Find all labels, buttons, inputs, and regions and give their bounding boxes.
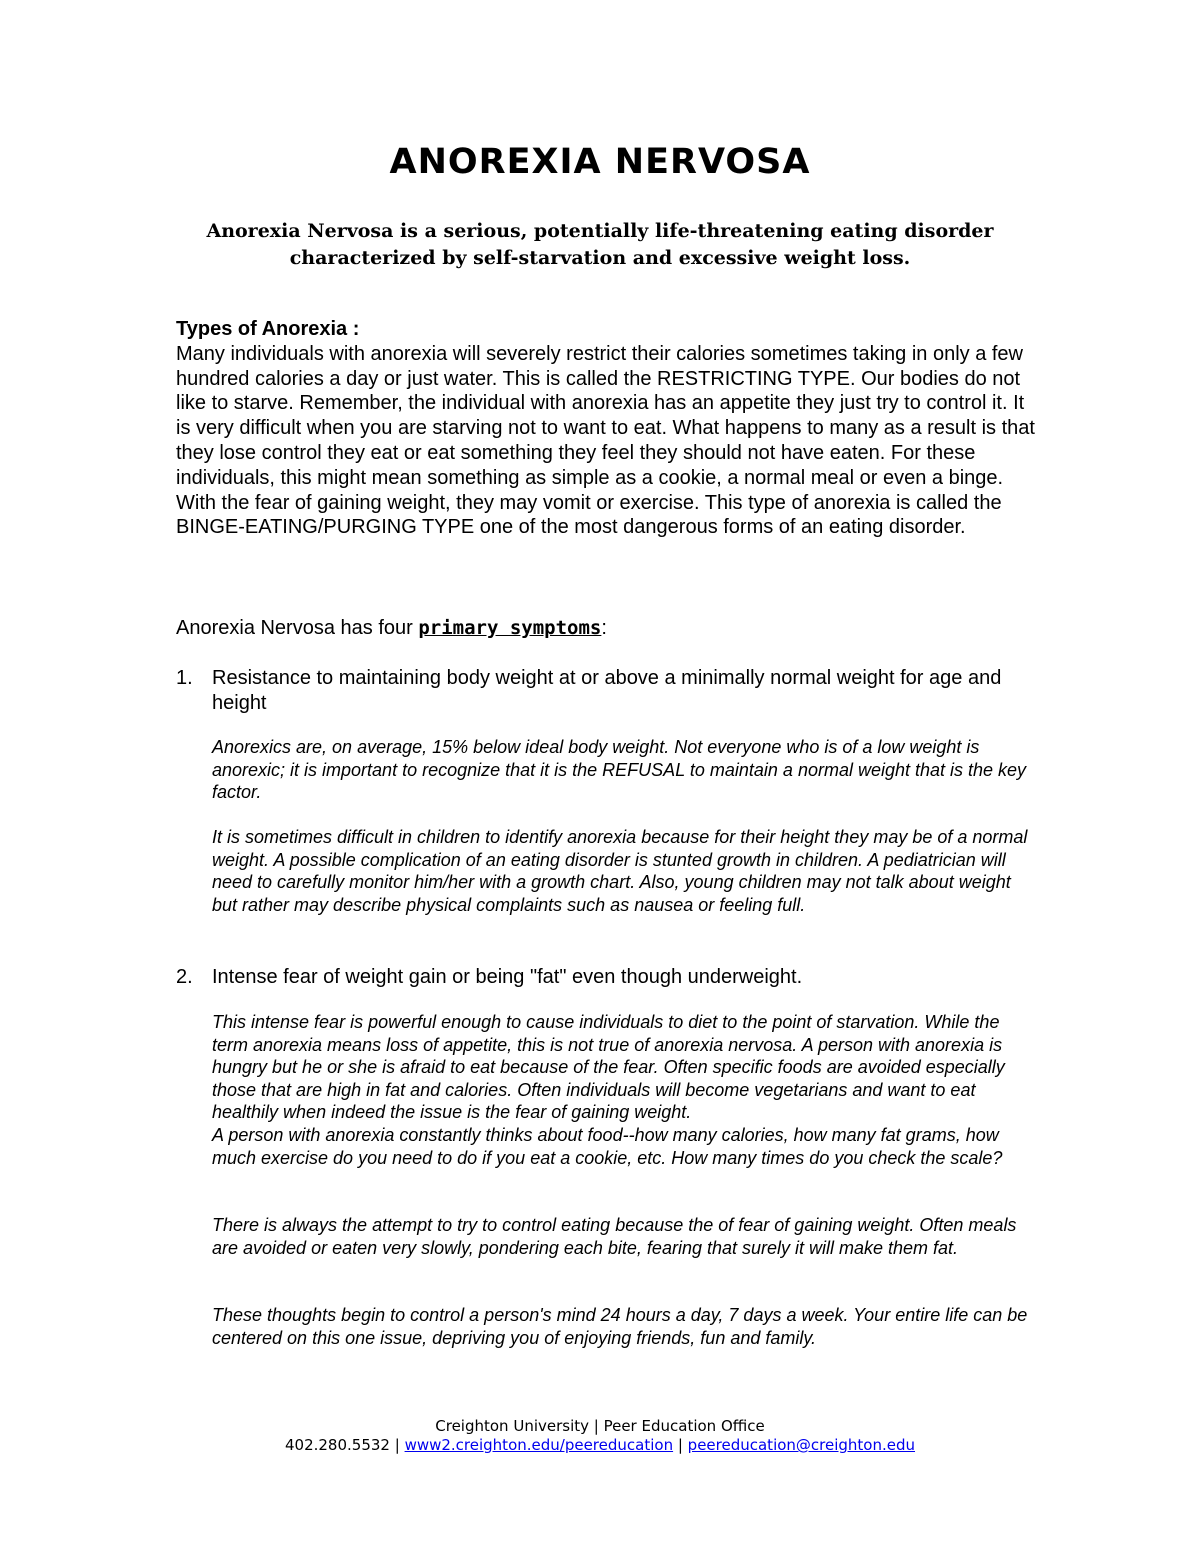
footer-organization: Creighton University | Peer Education Office	[435, 1417, 765, 1435]
footer-website-link[interactable]: www2.creighton.edu/peereducation	[404, 1436, 674, 1454]
symptom-2-note-2: A person with anorexia constantly thinks about food--how many calories, how many fat grams, how much exercise do you need to do if you eat a cookie, etc. How many times do you check the scale?	[212, 1125, 1003, 1168]
symptom-text-1: Resistance to maintaining body weight at or above a minimally normal weight for age and height	[212, 667, 1002, 714]
symptom-number-1: 1.	[176, 667, 193, 689]
page-title: ANOREXIA NERVOSA	[389, 142, 811, 182]
symptoms-intro	[176, 617, 607, 640]
symptoms-intro-prefix: Anorexia Nervosa has four	[176, 617, 419, 639]
intro-statement	[150, 218, 1050, 272]
symptom-number-2: 2.	[176, 966, 193, 988]
symptom-2-note-4: These thoughts begin to control a person's mind 24 hours a day, 7 days a week. Your entire life can be centered on this one issue, depriving you of enjoying friends, fun and family.	[212, 1305, 1028, 1348]
symptom-2-note-1: This intense fear is powerful enough to cause individuals to diet to the point of starvation. While the term anorexia means loss of appetite, this is not true of anorexia nervosa. A person with anorexia is hungry but he or she is afraid to eat because of the fear. Often specific foods are avoided especially those that are high in fat and calories. Often individuals will become vegetarians and want to eat healthily when indeed the issue is the fear of gaining weight.	[212, 1012, 1005, 1122]
types-paragraph: Many individuals with anorexia will severely restrict their calories sometimes taking in only a few hundred calories a day or just water. This is called the RESTRICTING TYPE. Our bodies do not like to starve. Remember, the individual with anorexia has an appetite they just try to control it. It is very difficult when you are starving not to want to eat. What happens to many as a result is that they lose control they eat or eat something they feel they should not have eaten. For these individuals, this might mean something as simple as a cookie, a normal meal or even a binge. With the fear of gaining weight, they may vomit or exercise. This type of anorexia is called the BINGE-EATING/PURGING TYPE one of the most dangerous forms of an eating disorder.	[176, 342, 1035, 539]
footer-phone: 402.280.5532	[284, 1436, 390, 1454]
symptom-1-note-2: It is sometimes difficult in children to identify anorexia because for their height they may be of a normal weight. A possible complication of an eating disorder is stunted growth in children. A pediatrician will need to carefully monitor him/her with a growth chart. Also, young children may not talk about weight but rather may describe physical complaints such as nausea or feeling full.	[212, 827, 1028, 915]
symptom-item-2	[176, 965, 1036, 990]
page-footer	[0, 1417, 1200, 1455]
symptom-text-2: Intense fear of weight gain or being "fat" even though underweight.	[212, 966, 803, 988]
symptoms-intro-emphasis: primary symptoms	[418, 617, 602, 639]
symptom-1-note-1: Anorexics are, on average, 15% below ideal body weight. Not everyone who is of a low weight is anorexic; it is important to recognize that it is the REFUSAL to maintain a normal weight that is the key factor.	[212, 737, 1027, 802]
footer-separator: |	[673, 1436, 688, 1454]
symptom-item-1	[176, 666, 1036, 716]
footer-email-link[interactable]: peereducation@creighton.edu	[687, 1436, 916, 1454]
types-section	[176, 317, 1036, 540]
types-heading: Types of Anorexia :	[176, 318, 360, 340]
intro-line-2: characterized by self-starvation and excessive weight loss.	[289, 247, 911, 269]
symptom-2-note-3: There is always the attempt to try to control eating because the of fear of gaining weight. Often meals are avoided or eaten very slowly, pondering each bite, fearing that surely it will make them fat.	[212, 1215, 1017, 1258]
footer-contact	[0, 1436, 1200, 1455]
footer-separator: |	[389, 1436, 405, 1454]
intro-line-1: Anorexia Nervosa is a serious, potentially life-threatening eating disorder	[206, 220, 994, 242]
symptoms-intro-suffix: :	[601, 617, 607, 639]
